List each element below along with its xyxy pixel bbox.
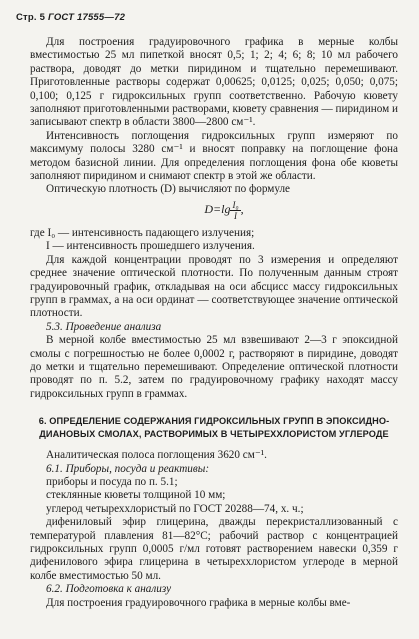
paragraph-analysis: В мерной колбе вместимостью 25 мл взвешивают 2—3 г эпоксидной смолы с погрешностью не более 0,0002 г, растворяют в пиридине, доводят до метки и тщательно перемешивают. Определение оптической плотности проводят по п. 5.2, затем по градуировочному графику находят массу гидроксильных групп в граммах. xyxy=(30,334,398,400)
formula-lhs: D=lg xyxy=(204,201,231,216)
standard-code: ГОСТ 17555—72 xyxy=(47,12,126,23)
list-item-instruments: приборы и посуда по п. 5.1; xyxy=(46,475,178,488)
formula-tail: , xyxy=(240,201,244,216)
list-item-glycerol-ether: дифениловый эфир глицерина, дважды перекристаллизованный с температурой плавления 81—82°С; рабочий раствор с концентрацией гидроксильных групп 0,0005 г/мл готовят растворением навески 0,359 г дифенилового эфира глицерина в четыреххлористом углероде в мерной колбе вместимостью 50 мл. xyxy=(30,516,398,582)
section-6-1-title: 6.1. Приборы, посуда и реактивы: xyxy=(46,462,210,475)
page-header xyxy=(16,12,125,23)
section-6-2-title: 6.2. Подготовка к анализу xyxy=(46,583,172,596)
paragraph-calibration-prep: Для построения градуировочного графика в мерные колбы вместимостью 25 мл пипеткой вносят 0,5; 1; 2; 4; 6; 8; 10 мл рабочего раствора, доводят до метки пиридином и тщательно перемешивают. Приготовленные растворы содержат 0,00625; 0,0125; 0,025; 0,050; 0,075; 0,100; 0,125 г гидроксильных групп соответственно. Рабочую кювету заполняют приготовленными растворами, кювету сравнения — пиридином и записывают спектр в области 3800—2800 см⁻¹. xyxy=(30,36,398,129)
list-item-carbon-tetrachloride: углерод четыреххлористый по ГОСТ 20288—74, х. ч.; xyxy=(46,502,304,515)
paragraph-measurements: Для каждой концентрации проводят по 3 измерения и определяют среднее значение оптической плотности. По полученным данным строят градуировочный график, откладывая на оси абсцисс массу гидроксильных групп в граммах, а на оси ординат — соответствующее значение оптической плотности. xyxy=(30,253,398,320)
document-body xyxy=(30,36,398,610)
formula-denominator: I xyxy=(234,210,238,221)
formula-fraction xyxy=(230,200,240,221)
where-transmitted: I — интенсивность прошедшего излучения. xyxy=(46,240,255,253)
page-number: Стр. 5 xyxy=(16,12,46,23)
paragraph-calibration-continued: Для построения градуировочного графика в мерные колбы вме- xyxy=(46,596,351,609)
where-incident: где I₀ — интенсивность падающего излучения; xyxy=(30,226,255,239)
formula-optical-density xyxy=(50,198,398,224)
section-5-3-title: 5.3. Проведение анализа xyxy=(46,320,162,333)
paragraph-intensity: Интенсивность поглощения гидроксильных групп измеряют по максимуму полосы 3280 см⁻¹ и вносят поправку на поглощение фона методом базисной линии. Для определения поглощения фона обе кюветы заполняют пиридином и снимают спектр в этой же области. xyxy=(30,129,398,183)
section-6-heading: 6. ОПРЕДЕЛЕНИЕ СОДЕРЖАНИЯ ГИДРОКСИЛЬНЫХ ГРУПП В ЭПОКСИДНО-ДИАНОВЫХ СМОЛАХ, РАСТВОРИМЫХ В ЧЕТЫРЕХХЛОРИСТОМ УГЛЕРОДЕ xyxy=(38,416,390,440)
paragraph-optical-density: Оптическую плотность (D) вычисляют по формуле xyxy=(46,183,291,196)
list-item-cuvettes: стеклянные кюветы толщиной 10 мм; xyxy=(46,489,226,502)
paragraph-analytical-band: Аналитическая полоса поглощения 3620 см⁻¹. xyxy=(46,449,267,462)
formula-numerator: I₀ xyxy=(232,199,239,210)
